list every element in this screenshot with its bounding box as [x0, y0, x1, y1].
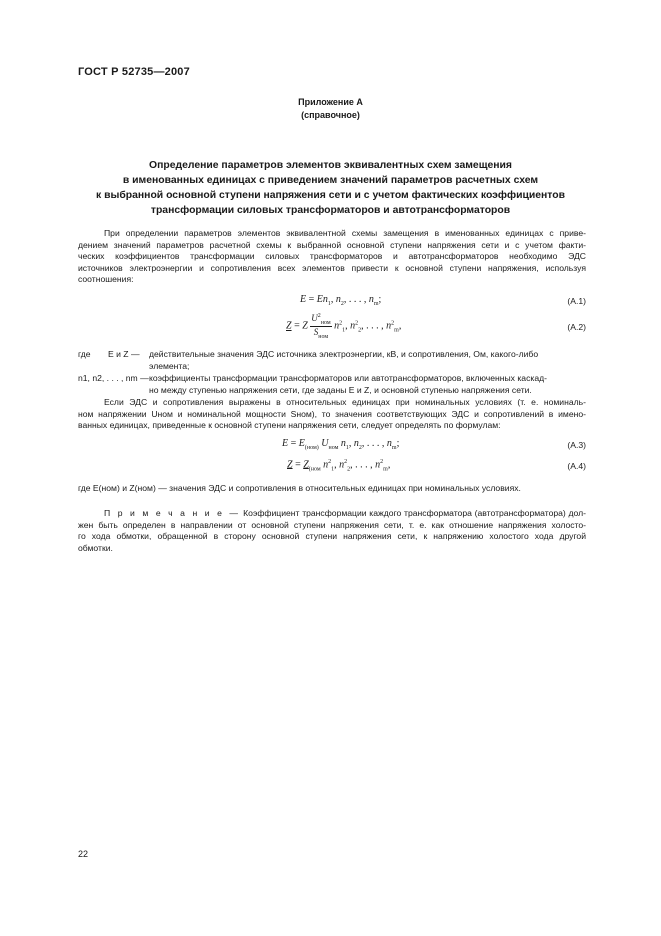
definition-text: но между ступенью напряжения сети, где заданы E и Z, и основной ступенью напряжения сети. [149, 385, 532, 395]
equation-number: (А.1) [567, 296, 586, 306]
paragraph-line: ном напряжении Uном и номинальной мощности Sном), то значения соответствующих ЭДС и сопротивлений в имено- [78, 408, 586, 419]
title-line: к выбранной основной ступени напряжения сети и с учетом фактических коэффициентов [96, 190, 565, 201]
note [78, 508, 586, 554]
paragraph-line: ческих коэффициентов трансформации силовых трансформаторов и автотрансформаторов необходимо ЭДС [78, 251, 586, 262]
note-line: жен быть определен в направлении от основной ступени напряжения сети, т. е. как отношение напряжения холосто- [78, 519, 586, 530]
equation-a4: $Z = Z_{(ном}$ $n^2_1$, $n^2_2$, . . . , $n^2_m$, [287, 459, 391, 473]
equation-a2: Z = Z $\frac{U^2_{ном}}{S_{ном}}$ $n^2_1$, $n^2_2$, . . . , $n^2_m$, [286, 313, 402, 340]
section-title [78, 158, 583, 218]
definition-nominal: где E(ном) и Z(ном) — значения ЭДС и сопротивления в относительных единицах при номинальных условиях. [78, 483, 521, 493]
definition-symbols: n1, n2, . . . , nm — [78, 373, 149, 383]
paragraph-line: При определении параметров элементов эквивалентной схемы замещения в именованных единицах с приве- [104, 228, 586, 238]
note-label: П р и м е ч а н и е — [104, 508, 241, 518]
equation-number: (А.4) [567, 461, 586, 471]
equation-a3: $E = E_{(ном)}$ $U_{ном}$ $n_1$, $n_2$, . . . , $n_m$; [282, 438, 400, 451]
appendix-label: Приложение А [298, 97, 363, 107]
paragraph-intro [78, 228, 586, 286]
note-line: обмотки. [78, 542, 113, 553]
definition-symbols: E и Z — [108, 349, 140, 359]
title-line: Определение параметров элементов эквивалентных схем замещения [149, 160, 512, 171]
paragraph-line: Если ЭДС и сопротивления выражены в относительных единицах при номинальных условиях (т. е. номиналь- [104, 397, 586, 407]
equation-a1: $E = En_1$, $n_2$, . . . , $n_m$; [300, 294, 382, 307]
paragraph-line: ванных единицах, приведенные к основной ступени напряжения сети, следует определять по формулам: [78, 420, 501, 431]
paragraph-line: источников электроэнергии и сопротивления всех элементов привести к основной ступени напряжения, используя [78, 262, 586, 273]
note-line: го хода обмотки, обращенной в сторону основной ступени напряжения сети, к напряжению холостого хода другой [78, 531, 586, 542]
where-label: где [78, 349, 91, 359]
definition-text: элемента; [149, 361, 190, 371]
note-first-line [78, 508, 586, 520]
paragraph-line: соотношения: [78, 274, 134, 285]
equation-number: (А.2) [567, 322, 586, 332]
note-line: Коэффициент трансформации каждого трансформатора (автотрансформатора) дол- [243, 508, 586, 518]
equation-number: (А.3) [567, 440, 586, 450]
page-number: 22 [78, 849, 89, 859]
document-header: ГОСТ Р 52735—2007 [78, 66, 190, 78]
title-line: трансформации силовых трансформаторов и автотрансформаторов [150, 205, 511, 216]
paragraph-line: дением значений параметров расчетной схемы к выбранной основной ступени напряжения сети и с учетом факти- [78, 239, 586, 250]
definition-text: коэффициенты трансформации трансформаторов или автотрансформаторов, включенных каскад- [149, 373, 547, 383]
paragraph-nominal [78, 397, 586, 432]
appendix-kind: (справочное) [301, 110, 360, 120]
definition-text: действительные значения ЭДС источника электроэнергии, кВ, и сопротивления, Ом, какого-либо [149, 349, 539, 359]
title-line: в именованных единицах с приведением значений параметров расчетных схем [122, 175, 539, 186]
